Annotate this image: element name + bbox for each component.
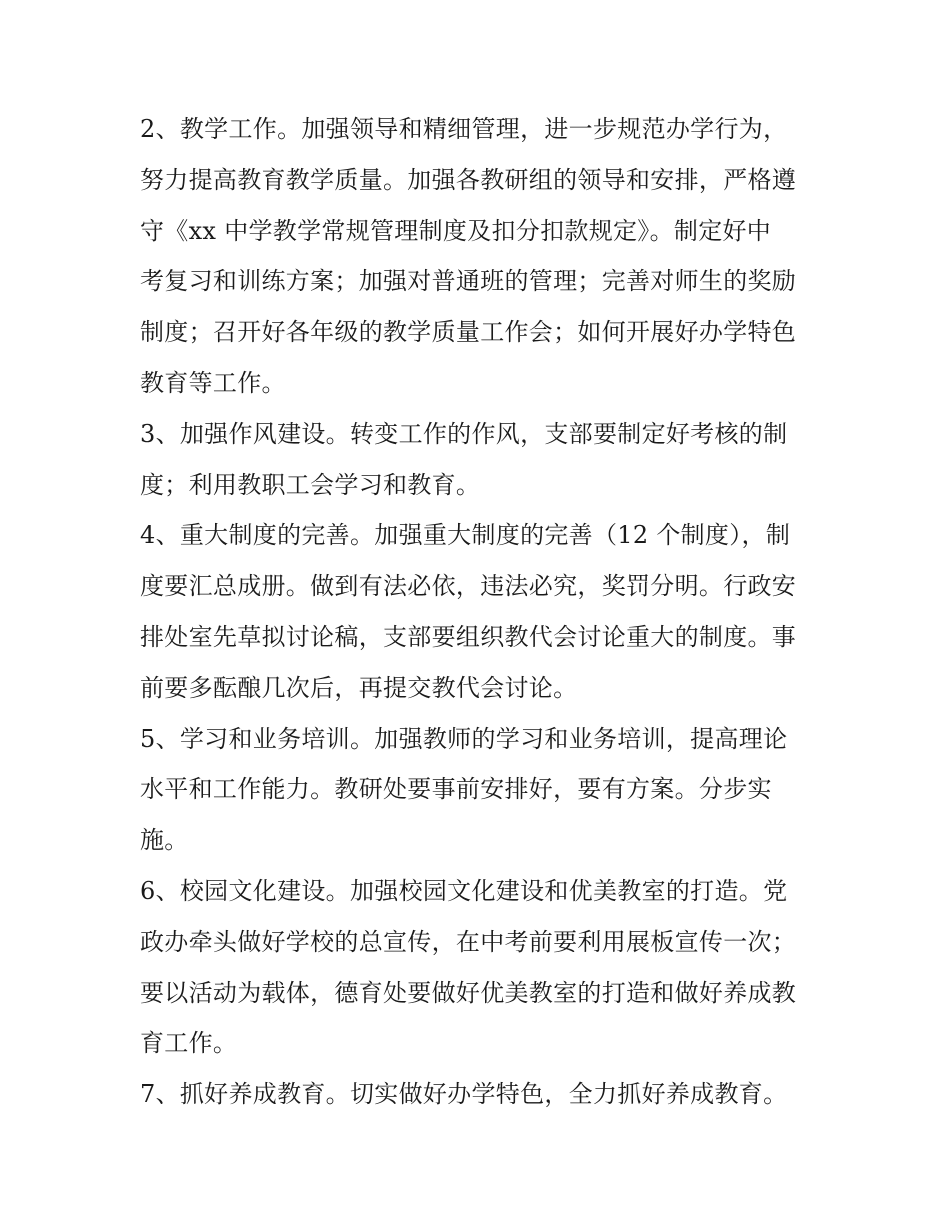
text-line: 政办牵头做好学校的总宣传，在中考前要利用展板宣传一次；: [140, 927, 797, 956]
text-line: 制度；召开好各年级的教学质量工作会；如何开展好办学特色: [140, 318, 797, 347]
text-line: 6、校园文化建设。加强校园文化建设和优美教室的打造。党: [140, 876, 788, 905]
text-line: 要以活动为载体，德育处要做好优美教室的打造和做好养成教: [140, 978, 797, 1007]
text-line: 度要汇总成册。做到有法必依，违法必究，奖罚分明。行政安: [140, 572, 797, 601]
text-line: 考复习和训练方案；加强对普通班的管理；完善对师生的奖励: [140, 267, 797, 296]
document-body: [140, 104, 820, 1120]
text-line: 前要多酝酿几次后，再提交教代会讨论。: [140, 673, 578, 702]
text-line: 3、加强作风建设。转变工作的作风，支部要制定好考核的制: [140, 419, 788, 448]
text-line: 水平和工作能力。教研处要事前安排好，要有方案。分步实: [140, 775, 772, 804]
text-line: 努力提高教育教学质量。加强各教研组的领导和安排，严格遵: [140, 165, 797, 194]
text-line: 施。: [140, 826, 189, 855]
text-line: 2、教学工作。加强领导和精细管理，进一步规范办学行为，: [140, 115, 788, 143]
text-line: 度；利用教职工会学习和教育。: [140, 470, 481, 499]
text-line: 5、学习和业务培训。加强教师的学习和业务培训，提高理论: [140, 724, 788, 753]
text-line: 守《xx 中学教学常规管理制度及扣分扣款规定》。制定好中: [140, 216, 772, 245]
text-line: 排处室先草拟讨论稿，支部要组织教代会讨论重大的制度。事: [140, 622, 797, 651]
text-line: 4、重大制度的完善。加强重大制度的完善（12 个制度），制: [140, 521, 791, 550]
text-line: 7、抓好养成教育。切实做好办学特色，全力抓好养成教育。: [140, 1080, 788, 1109]
text-line: 教育等工作。: [140, 368, 286, 397]
text-line: 育工作。: [140, 1029, 238, 1058]
